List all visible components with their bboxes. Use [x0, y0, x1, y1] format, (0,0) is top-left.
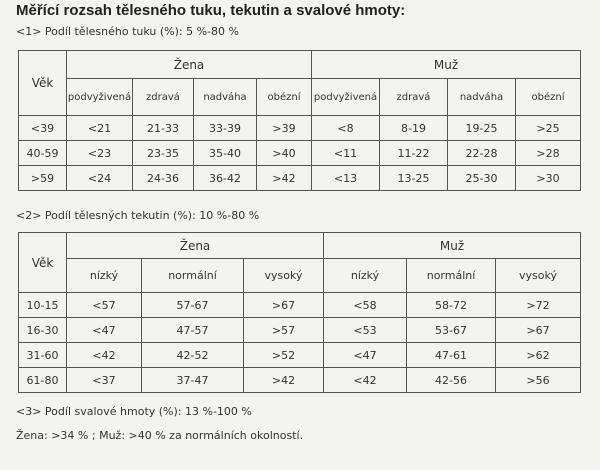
male-group-header: Muž	[324, 233, 581, 259]
category-header: zdravá	[133, 79, 194, 116]
category-header: obézní	[257, 79, 312, 116]
male-group-header: Muž	[312, 51, 581, 79]
table-cell: <37	[67, 368, 142, 393]
table-cell: <42	[67, 343, 142, 368]
category-header: normální	[142, 259, 244, 293]
table-row	[19, 318, 581, 343]
age-cell: 16-30	[19, 318, 67, 343]
muscle-section-heading: <3> Podíl svalové hmoty (%): 13 %-100 %	[16, 405, 252, 418]
category-header: nízký	[324, 259, 407, 293]
age-cell: >59	[19, 166, 67, 191]
table-cell: 23-35	[133, 141, 194, 166]
table-row	[19, 141, 581, 166]
category-header: vysoký	[244, 259, 324, 293]
table-cell: 8-19	[380, 116, 448, 141]
table-row	[19, 368, 581, 393]
table-cell: 25-30	[448, 166, 516, 191]
age-column-header: Věk	[19, 233, 67, 293]
table-cell: >39	[257, 116, 312, 141]
table-cell: <13	[312, 166, 380, 191]
age-column-header: Věk	[19, 51, 67, 116]
age-cell: 31-60	[19, 343, 67, 368]
age-cell: <39	[19, 116, 67, 141]
table-cell: <58	[324, 293, 407, 318]
table-row	[19, 343, 581, 368]
table-cell: <21	[67, 116, 133, 141]
muscle-normal-note: Žena: >34 % ; Muž: >40 % za normálních okolností.	[16, 429, 304, 442]
table-row	[19, 116, 581, 141]
table-cell: >30	[516, 166, 581, 191]
table-cell: 35-40	[194, 141, 257, 166]
table-cell: <47	[67, 318, 142, 343]
table-cell: 24-36	[133, 166, 194, 191]
table-cell: 22-28	[448, 141, 516, 166]
fat-range-table	[18, 50, 581, 191]
table-cell: <47	[324, 343, 407, 368]
table-cell: >52	[244, 343, 324, 368]
category-header: obézní	[516, 79, 581, 116]
table-cell: 53-67	[407, 318, 496, 343]
table-cell: 13-25	[380, 166, 448, 191]
table-cell: <24	[67, 166, 133, 191]
fat-section-heading: <1> Podíl tělesného tuku (%): 5 %-80 %	[16, 25, 239, 38]
age-cell: 10-15	[19, 293, 67, 318]
table-cell: <57	[67, 293, 142, 318]
table-cell: >40	[257, 141, 312, 166]
table-cell: 19-25	[448, 116, 516, 141]
table-cell: >42	[244, 368, 324, 393]
category-header: podvyživená	[312, 79, 380, 116]
table-cell: 42-52	[142, 343, 244, 368]
table-cell: 57-67	[142, 293, 244, 318]
table-cell: <53	[324, 318, 407, 343]
table-cell: 33-39	[194, 116, 257, 141]
category-header: vysoký	[496, 259, 581, 293]
age-cell: 40-59	[19, 141, 67, 166]
category-header: normální	[407, 259, 496, 293]
category-header: nadváha	[448, 79, 516, 116]
table-cell: >67	[496, 318, 581, 343]
female-group-header: Žena	[67, 51, 312, 79]
table-cell: >67	[244, 293, 324, 318]
table-cell: <11	[312, 141, 380, 166]
table-cell: <42	[324, 368, 407, 393]
table-cell: 21-33	[133, 116, 194, 141]
table-cell: 47-57	[142, 318, 244, 343]
category-header: nízký	[67, 259, 142, 293]
table-cell: >72	[496, 293, 581, 318]
table-cell: 36-42	[194, 166, 257, 191]
table-cell: 47-61	[407, 343, 496, 368]
water-section-heading: <2> Podíl tělesných tekutin (%): 10 %-80 %	[16, 209, 260, 222]
document-title: Měřící rozsah tělesného tuku, tekutin a svalové hmoty:	[16, 2, 406, 19]
table-cell: >56	[496, 368, 581, 393]
category-header: zdravá	[380, 79, 448, 116]
category-header: nadváha	[194, 79, 257, 116]
table-cell: 37-47	[142, 368, 244, 393]
water-range-table	[18, 232, 581, 393]
table-cell: 58-72	[407, 293, 496, 318]
table-cell: <8	[312, 116, 380, 141]
age-cell: 61-80	[19, 368, 67, 393]
table-row	[19, 293, 581, 318]
table-cell: 11-22	[380, 141, 448, 166]
table-cell: >25	[516, 116, 581, 141]
table-cell: >62	[496, 343, 581, 368]
table-row	[19, 166, 581, 191]
category-header: podvyživená	[67, 79, 133, 116]
table-cell: <23	[67, 141, 133, 166]
table-cell: >42	[257, 166, 312, 191]
table-cell: >28	[516, 141, 581, 166]
female-group-header: Žena	[67, 233, 324, 259]
table-cell: >57	[244, 318, 324, 343]
table-cell: 42-56	[407, 368, 496, 393]
